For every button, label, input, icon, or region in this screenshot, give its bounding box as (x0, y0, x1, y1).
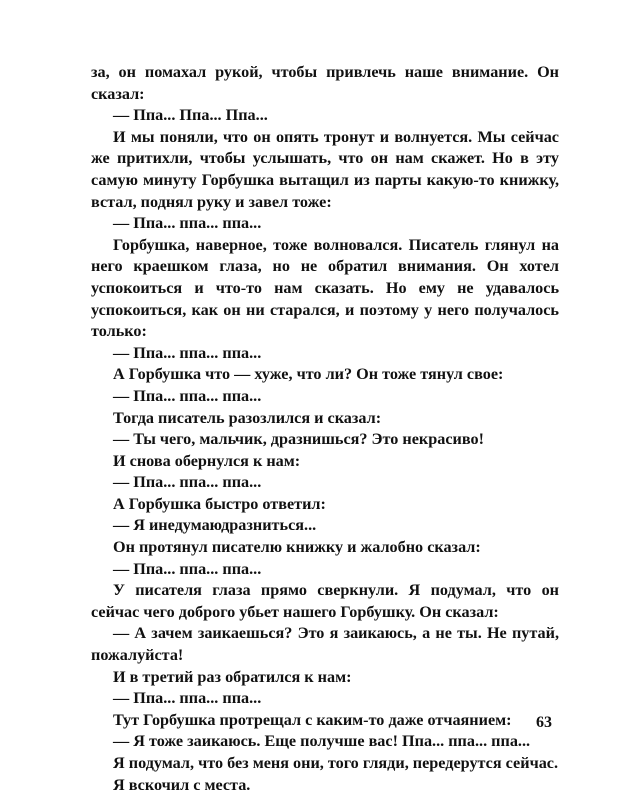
paragraph-11: И снова обернулся к нам: (113, 451, 301, 470)
paragraph-21: Тут Горбушка протрещал с каким-то даже отчаянием: (113, 710, 512, 729)
paragraph-15: Он протянул писателю книжку и жалобно сказал: (113, 538, 481, 557)
paragraph-7: А Горбушка что — хуже, что ли? Он тоже тянул свое: (113, 365, 504, 384)
page-text (91, 62, 559, 796)
paragraph-18: — А зачем заикаешься? Это я заикаюсь, а не ты. Не путай, пожалуйста! (91, 624, 559, 665)
page-number: 63 (536, 714, 552, 731)
paragraph-2: — Ппа... Ппа... Ппа... (113, 106, 268, 125)
paragraph-19: И в третий раз обратился к нам: (113, 667, 352, 686)
paragraph-6: — Ппа... ппа... ппа... (113, 343, 262, 362)
paragraph-13: А Горбушка быстро ответил: (113, 494, 326, 513)
paragraph-3: И мы поняли, что он опять тронут и волнуется. Мы сейчас же притихли, чтобы услышать, что он нам скажет. Но в эту самую минуту Горбушка вытащил из парты какую-то книжку, встал, поднял руку и завел тоже: (91, 127, 559, 211)
paragraph-24: Я вскочил с места. (113, 775, 251, 794)
paragraph-9: Тогда писатель разозлился и сказал: (113, 408, 382, 427)
paragraph-10: — Ты чего, мальчик, дразнишься? Это некрасиво! (113, 430, 484, 449)
paragraph-22: — Я тоже заикаюсь. Еще получше вас! Ппа... ппа... ппа... (113, 732, 531, 751)
paragraph-16: — Ппа... ппа... ппа... (113, 559, 262, 578)
paragraph-20: — Ппа... ппа... ппа... (113, 689, 262, 708)
paragraph-8: — Ппа... ппа... ппа... (113, 386, 262, 405)
paragraph-17: У писателя глаза прямо сверкнули. Я подумал, что он сейчас чего доброго убьет нашего Горбушку. Он сказал: (91, 581, 559, 621)
paragraph-1: за, он помахал рукой, чтобы привлечь наше внимание. Он сказал: (91, 63, 559, 103)
paragraph-12: — Ппа... ппа... ппа... (113, 473, 262, 492)
paragraph-14: — Я инедумаюдразниться... (113, 516, 317, 535)
paragraph-5: Горбушка, наверное, тоже волновался. Писатель глянул на него краешком глаза, но не обратил внимания. Он хотел успокоиться и что-то нам сказать. Но ему не удавалось успокоиться, как он ни старался, и поэтому у него получалось только: (91, 235, 559, 341)
paragraph-4: — Ппа... ппа... ппа... (113, 214, 262, 233)
paragraph-23: Я подумал, что без меня они, того гляди, передерутся сейчас. (113, 754, 559, 772)
